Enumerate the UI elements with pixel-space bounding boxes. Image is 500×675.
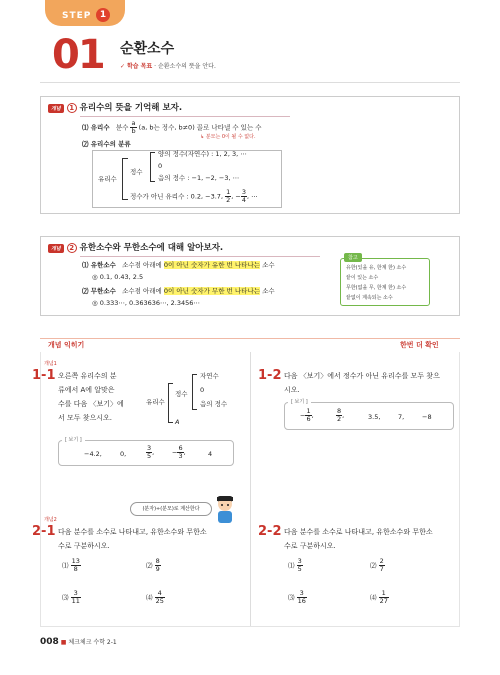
- check-icon: ✓: [120, 63, 126, 70]
- character-icon: [214, 494, 236, 524]
- problem-number: 2-1: [32, 524, 56, 539]
- goal-text: 순환소수의 뜻을 안다.: [157, 63, 216, 70]
- step-number: 1: [96, 8, 110, 22]
- bogi-label: [ 보기 ]: [288, 398, 311, 405]
- right-section-label: 한번 더 확인: [400, 341, 439, 349]
- bogi-item: −8: [422, 413, 432, 421]
- finite-decimal-example: ◎ 0.1, 0.43, 2.5: [92, 273, 144, 281]
- brace: [192, 374, 197, 410]
- text-line: 수로 구분하시오.: [284, 542, 336, 550]
- l1-prefix: ⑴ 유한소수: [82, 261, 116, 269]
- def-prefix: ⑴ 유리수: [82, 123, 110, 132]
- brace: [150, 152, 155, 182]
- bogi-item: 4: [208, 450, 213, 458]
- page-number: 008: [40, 637, 59, 647]
- text-line: 류에서 A에 알맞은: [58, 386, 115, 394]
- concept-number: 2: [67, 243, 77, 253]
- bogi-item: $\frac{3}{5}$ ,: [147, 444, 155, 460]
- concept-tag: 개념: [48, 104, 64, 113]
- section-number: 01: [52, 32, 104, 78]
- text-line: 시오.: [284, 386, 300, 394]
- problem-text: [284, 525, 459, 553]
- l2-highlight: 0이 아닌 숫자가 무한 번 나타나는: [163, 287, 261, 295]
- bogi-label: [ 보기 ]: [62, 436, 85, 443]
- divider: [40, 82, 460, 83]
- side-note-text: [346, 263, 406, 303]
- side-line: 무한(없을 무, 한계 한) 소수: [346, 285, 407, 291]
- brace: [168, 383, 173, 423]
- negative-integers: 음의 정수 : −1, −2, −3, ⋯: [158, 174, 240, 182]
- concept2-title: 유한소수와 무한소수에 대해 알아보자.: [79, 243, 224, 253]
- non-int-end: , ⋯: [246, 192, 258, 201]
- concept-tag: 개념: [48, 244, 64, 253]
- text-line: 다음 〈보기〉에서 정수가 아닌 유리수를 모두 찾으: [284, 372, 440, 380]
- bogi-item: 3.5,: [368, 413, 381, 421]
- text-line: 다음 분수를 소수로 나타내고, 유한소수와 무한소: [284, 528, 433, 536]
- text-line: 수를 다음 〈보기〉에: [58, 400, 124, 408]
- non-int-mid: , −: [231, 192, 241, 201]
- learning-goal: ✓ 학습 목표 · 순환소수의 뜻을 안다.: [120, 63, 216, 70]
- footer: 008 ■ 체크체크 수학 2-1: [40, 637, 117, 647]
- left-section-label: 개념 익히기: [48, 341, 85, 349]
- rational-label: 유리수: [98, 175, 117, 183]
- classification-heading: ⑵ 유리수의 분류: [82, 140, 131, 148]
- l1-end: 소수: [262, 261, 275, 269]
- l2-text: 소수점 아래에: [122, 287, 162, 295]
- l1-highlight: 0이 아닌 숫자가 유한 번 나타나는: [163, 261, 261, 269]
- choice: ⑶ $\frac{3}{11}$: [62, 589, 80, 605]
- text-line: 다음 분수를 소수로 나타내고, 유한소수와 무한소: [58, 528, 207, 536]
- problem-number: 1-2: [258, 368, 282, 383]
- bogi-item: 0,: [120, 450, 127, 458]
- choice: ⑴ $\frac{3}{5}$: [288, 557, 302, 573]
- choice: ⑷ $\frac{1}{27}$: [370, 589, 388, 605]
- fraction: $\frac{a}{b}$: [131, 119, 136, 135]
- side-line: 끝이 있는 소수: [346, 275, 379, 281]
- concept-number: 1: [67, 103, 77, 113]
- problem-text: [284, 369, 454, 397]
- step-label: STEP: [62, 11, 92, 21]
- page-title: 순환소수: [120, 41, 175, 57]
- practice-header-bar: [40, 338, 460, 352]
- diagram-a: A: [175, 418, 180, 426]
- goal-label: 학습 목표: [126, 63, 153, 70]
- concept2-heading: [48, 241, 223, 253]
- diagram-integer: 정수: [175, 390, 188, 398]
- diagram-natural: 자연수: [200, 372, 219, 380]
- choice: ⑴ $\frac{13}{8}$: [62, 557, 80, 573]
- fraction: $\frac{3}{4}$: [241, 188, 246, 204]
- non-int-text: 정수가 아닌 유리수 : 0.2, −3.7,: [130, 192, 224, 201]
- def-text-b: (a, b는 정수, b≠0) 꼴로 나타낼 수 있는 수: [138, 123, 262, 132]
- bogi-item: 7,: [398, 413, 405, 421]
- zero: 0: [158, 162, 163, 170]
- text-line: 서 모두 찾으시오.: [58, 414, 113, 422]
- text-line: 수로 구분하시오.: [58, 542, 110, 550]
- choice: ⑷ $\frac{4}{25}$: [146, 589, 164, 605]
- side-note-tab: 참고: [344, 253, 362, 262]
- finite-decimal-def: [82, 259, 275, 271]
- book-title: 체크체크 수학 2-1: [68, 639, 117, 646]
- text-line: 오른쪽 유리수의 분: [58, 372, 117, 380]
- problem-number: 1-1: [32, 368, 56, 383]
- integer-label: 정수: [130, 168, 143, 176]
- problem-text: [58, 369, 158, 425]
- note: ↳ 분모는 0이 될 수 없다.: [200, 134, 256, 140]
- choice: ⑵ $\frac{8}{9}$: [146, 557, 160, 573]
- choice: ⑵ $\frac{2}{7}$: [370, 557, 384, 573]
- diagram-zero: 0: [200, 386, 205, 394]
- note-text: 분모는 0이 될 수 없다.: [205, 134, 256, 140]
- bogi-item: −4.2,: [84, 450, 102, 458]
- diagram-negative: 음의 정수: [200, 400, 228, 408]
- non-integer-rationals: [130, 189, 258, 204]
- brace: [122, 158, 128, 200]
- problem-number: 2-2: [258, 524, 282, 539]
- def-text: 분수: [115, 123, 129, 132]
- infinite-decimal-example: ◎ 0.333⋯, 0.363636⋯, 2.3456⋯: [92, 299, 200, 307]
- positive-integers: 양의 정수(자연수) : 1, 2, 3, ⋯: [158, 150, 247, 158]
- side-line: 끝없이 계속되는 소수: [346, 295, 393, 301]
- l2-prefix: ⑵ 무한소수: [82, 287, 116, 295]
- fraction: $\frac{1}{2}$: [226, 188, 231, 204]
- infinite-decimal-def: [82, 285, 275, 297]
- concept1-heading: [48, 101, 182, 113]
- bogi-item: − $\frac{1}{6}$ ,: [300, 407, 314, 423]
- concept-ref: 개념1: [44, 361, 57, 367]
- l1-text: 소수점 아래에: [122, 261, 162, 269]
- concept-ref: 개념2: [44, 517, 57, 523]
- choice: ⑶ $\frac{3}{16}$: [288, 589, 306, 605]
- underline: [80, 256, 320, 257]
- hint-bubble: (분자)÷(분모)로 계산한다: [130, 502, 212, 516]
- diagram-rational: 유리수: [146, 398, 165, 406]
- bogi-item: − $\frac{6}{3}$ ,: [172, 444, 186, 460]
- bogi-item: $\frac{8}{2}$ ,: [337, 407, 345, 423]
- concept1-title: 유리수의 뜻을 기억해 보자.: [79, 103, 183, 113]
- l2-end: 소수: [262, 287, 275, 295]
- problem-text: [58, 525, 248, 553]
- side-line: 유한(있을 유, 한계 한) 소수: [346, 265, 407, 271]
- underline: [80, 116, 290, 117]
